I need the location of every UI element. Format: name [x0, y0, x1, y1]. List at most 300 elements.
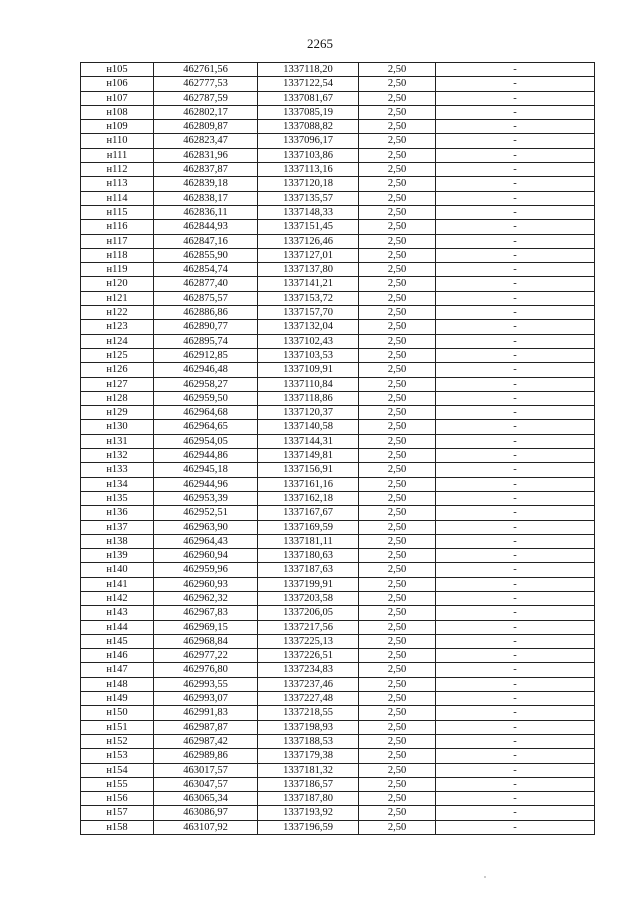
description-cell: - — [436, 449, 595, 463]
accuracy-cell: 2,50 — [359, 606, 436, 620]
accuracy-cell: 2,50 — [359, 706, 436, 720]
description-cell: - — [436, 205, 595, 219]
point-id-cell: н125 — [81, 348, 154, 362]
point-id-cell: н134 — [81, 477, 154, 491]
table-row — [81, 820, 595, 834]
x-coordinate-cell: 462964,68 — [154, 406, 258, 420]
x-coordinate-cell: 462886,86 — [154, 306, 258, 320]
table-row — [81, 777, 595, 791]
scan-speck — [484, 876, 486, 878]
description-cell: - — [436, 63, 595, 77]
table-row — [81, 205, 595, 219]
description-cell: - — [436, 306, 595, 320]
description-cell: - — [436, 577, 595, 591]
x-coordinate-cell: 462847,16 — [154, 234, 258, 248]
x-coordinate-cell: 462976,80 — [154, 663, 258, 677]
accuracy-cell: 2,50 — [359, 634, 436, 648]
x-coordinate-cell: 462946,48 — [154, 363, 258, 377]
description-cell: - — [436, 177, 595, 191]
y-coordinate-cell: 1337132,04 — [258, 320, 359, 334]
y-coordinate-cell: 1337234,83 — [258, 663, 359, 677]
point-id-cell: н144 — [81, 620, 154, 634]
x-coordinate-cell: 462912,85 — [154, 348, 258, 362]
y-coordinate-cell: 1337188,53 — [258, 734, 359, 748]
table-row — [81, 406, 595, 420]
x-coordinate-cell: 462944,86 — [154, 449, 258, 463]
table-row — [81, 449, 595, 463]
x-coordinate-cell: 463086,97 — [154, 806, 258, 820]
x-coordinate-cell: 462991,83 — [154, 706, 258, 720]
accuracy-cell: 2,50 — [359, 406, 436, 420]
x-coordinate-cell: 462962,32 — [154, 591, 258, 605]
point-id-cell: н132 — [81, 449, 154, 463]
point-id-cell: н155 — [81, 777, 154, 791]
description-cell: - — [436, 120, 595, 134]
point-id-cell: н108 — [81, 105, 154, 119]
point-id-cell: н130 — [81, 420, 154, 434]
point-id-cell: н129 — [81, 406, 154, 420]
table-row — [81, 806, 595, 820]
point-id-cell: н147 — [81, 663, 154, 677]
point-id-cell: н116 — [81, 220, 154, 234]
accuracy-cell: 2,50 — [359, 263, 436, 277]
point-id-cell: н122 — [81, 306, 154, 320]
x-coordinate-cell: 462761,56 — [154, 63, 258, 77]
y-coordinate-cell: 1337103,53 — [258, 348, 359, 362]
description-cell: - — [436, 749, 595, 763]
table-row — [81, 792, 595, 806]
point-id-cell: н106 — [81, 77, 154, 91]
y-coordinate-cell: 1337120,18 — [258, 177, 359, 191]
description-cell: - — [436, 77, 595, 91]
x-coordinate-cell: 462802,17 — [154, 105, 258, 119]
description-cell: - — [436, 320, 595, 334]
x-coordinate-cell: 462960,93 — [154, 577, 258, 591]
point-id-cell: н142 — [81, 591, 154, 605]
y-coordinate-cell: 1337198,93 — [258, 720, 359, 734]
point-id-cell: н149 — [81, 692, 154, 706]
description-cell: - — [436, 105, 595, 119]
accuracy-cell: 2,50 — [359, 720, 436, 734]
x-coordinate-cell: 463047,57 — [154, 777, 258, 791]
point-id-cell: н140 — [81, 563, 154, 577]
point-id-cell: н154 — [81, 763, 154, 777]
accuracy-cell: 2,50 — [359, 420, 436, 434]
y-coordinate-cell: 1337151,45 — [258, 220, 359, 234]
y-coordinate-cell: 1337196,59 — [258, 820, 359, 834]
accuracy-cell: 2,50 — [359, 306, 436, 320]
table-row — [81, 692, 595, 706]
x-coordinate-cell: 462954,05 — [154, 434, 258, 448]
y-coordinate-cell: 1337113,16 — [258, 163, 359, 177]
point-id-cell: н113 — [81, 177, 154, 191]
x-coordinate-cell: 462836,11 — [154, 205, 258, 219]
table-row — [81, 391, 595, 405]
table-row — [81, 191, 595, 205]
y-coordinate-cell: 1337127,01 — [258, 248, 359, 262]
x-coordinate-cell: 462895,74 — [154, 334, 258, 348]
table-row — [81, 649, 595, 663]
description-cell: - — [436, 91, 595, 105]
table-row — [81, 248, 595, 262]
point-id-cell: н109 — [81, 120, 154, 134]
description-cell: - — [436, 606, 595, 620]
accuracy-cell: 2,50 — [359, 506, 436, 520]
accuracy-cell: 2,50 — [359, 134, 436, 148]
accuracy-cell: 2,50 — [359, 291, 436, 305]
y-coordinate-cell: 1337225,13 — [258, 634, 359, 648]
description-cell: - — [436, 463, 595, 477]
accuracy-cell: 2,50 — [359, 534, 436, 548]
description-cell: - — [436, 806, 595, 820]
y-coordinate-cell: 1337237,46 — [258, 677, 359, 691]
description-cell: - — [436, 649, 595, 663]
y-coordinate-cell: 1337103,86 — [258, 148, 359, 162]
x-coordinate-cell: 462945,18 — [154, 463, 258, 477]
accuracy-cell: 2,50 — [359, 91, 436, 105]
accuracy-cell: 2,50 — [359, 220, 436, 234]
x-coordinate-cell: 462838,17 — [154, 191, 258, 205]
x-coordinate-cell: 462952,51 — [154, 506, 258, 520]
table-row — [81, 277, 595, 291]
coordinates-table-body — [81, 63, 595, 835]
table-row — [81, 63, 595, 77]
y-coordinate-cell: 1337169,59 — [258, 520, 359, 534]
y-coordinate-cell: 1337181,11 — [258, 534, 359, 548]
description-cell: - — [436, 348, 595, 362]
table-row — [81, 620, 595, 634]
table-row — [81, 163, 595, 177]
point-id-cell: н156 — [81, 792, 154, 806]
y-coordinate-cell: 1337227,48 — [258, 692, 359, 706]
accuracy-cell: 2,50 — [359, 792, 436, 806]
table-row — [81, 706, 595, 720]
point-id-cell: н131 — [81, 434, 154, 448]
y-coordinate-cell: 1337180,63 — [258, 549, 359, 563]
description-cell: - — [436, 191, 595, 205]
table-row — [81, 120, 595, 134]
description-cell: - — [436, 148, 595, 162]
table-row — [81, 234, 595, 248]
x-coordinate-cell: 462960,94 — [154, 549, 258, 563]
description-cell: - — [436, 234, 595, 248]
accuracy-cell: 2,50 — [359, 477, 436, 491]
point-id-cell: н137 — [81, 520, 154, 534]
table-row — [81, 306, 595, 320]
accuracy-cell: 2,50 — [359, 248, 436, 262]
description-cell: - — [436, 134, 595, 148]
point-id-cell: н148 — [81, 677, 154, 691]
y-coordinate-cell: 1337135,57 — [258, 191, 359, 205]
x-coordinate-cell: 462777,53 — [154, 77, 258, 91]
point-id-cell: н117 — [81, 234, 154, 248]
point-id-cell: н157 — [81, 806, 154, 820]
y-coordinate-cell: 1337085,19 — [258, 105, 359, 119]
y-coordinate-cell: 1337179,38 — [258, 749, 359, 763]
description-cell: - — [436, 591, 595, 605]
table-row — [81, 291, 595, 305]
x-coordinate-cell: 462823,47 — [154, 134, 258, 148]
table-row — [81, 334, 595, 348]
point-id-cell: н110 — [81, 134, 154, 148]
accuracy-cell: 2,50 — [359, 620, 436, 634]
x-coordinate-cell: 462967,83 — [154, 606, 258, 620]
table-row — [81, 491, 595, 505]
y-coordinate-cell: 1337120,37 — [258, 406, 359, 420]
accuracy-cell: 2,50 — [359, 277, 436, 291]
x-coordinate-cell: 462987,42 — [154, 734, 258, 748]
description-cell: - — [436, 692, 595, 706]
x-coordinate-cell: 462959,96 — [154, 563, 258, 577]
y-coordinate-cell: 1337226,51 — [258, 649, 359, 663]
point-id-cell: н107 — [81, 91, 154, 105]
description-cell: - — [436, 520, 595, 534]
accuracy-cell: 2,50 — [359, 205, 436, 219]
x-coordinate-cell: 462809,87 — [154, 120, 258, 134]
table-row — [81, 663, 595, 677]
accuracy-cell: 2,50 — [359, 806, 436, 820]
point-id-cell: н111 — [81, 148, 154, 162]
accuracy-cell: 2,50 — [359, 491, 436, 505]
y-coordinate-cell: 1337153,72 — [258, 291, 359, 305]
table-row — [81, 263, 595, 277]
x-coordinate-cell: 462963,90 — [154, 520, 258, 534]
x-coordinate-cell: 462959,50 — [154, 391, 258, 405]
point-id-cell: н145 — [81, 634, 154, 648]
point-id-cell: н128 — [81, 391, 154, 405]
table-row — [81, 634, 595, 648]
table-row — [81, 563, 595, 577]
description-cell: - — [436, 777, 595, 791]
accuracy-cell: 2,50 — [359, 391, 436, 405]
x-coordinate-cell: 463107,92 — [154, 820, 258, 834]
table-row — [81, 549, 595, 563]
table-row — [81, 77, 595, 91]
description-cell: - — [436, 334, 595, 348]
description-cell: - — [436, 406, 595, 420]
y-coordinate-cell: 1337118,20 — [258, 63, 359, 77]
description-cell: - — [436, 534, 595, 548]
accuracy-cell: 2,50 — [359, 763, 436, 777]
description-cell: - — [436, 663, 595, 677]
point-id-cell: н146 — [81, 649, 154, 663]
y-coordinate-cell: 1337144,31 — [258, 434, 359, 448]
point-id-cell: н135 — [81, 491, 154, 505]
y-coordinate-cell: 1337199,91 — [258, 577, 359, 591]
accuracy-cell: 2,50 — [359, 820, 436, 834]
accuracy-cell: 2,50 — [359, 363, 436, 377]
x-coordinate-cell: 462854,74 — [154, 263, 258, 277]
description-cell: - — [436, 792, 595, 806]
point-id-cell: н138 — [81, 534, 154, 548]
accuracy-cell: 2,50 — [359, 377, 436, 391]
y-coordinate-cell: 1337186,57 — [258, 777, 359, 791]
point-id-cell: н150 — [81, 706, 154, 720]
point-id-cell: н143 — [81, 606, 154, 620]
description-cell: - — [436, 434, 595, 448]
point-id-cell: н126 — [81, 363, 154, 377]
table-row — [81, 463, 595, 477]
description-cell: - — [436, 391, 595, 405]
x-coordinate-cell: 462993,55 — [154, 677, 258, 691]
table-row — [81, 420, 595, 434]
table-row — [81, 720, 595, 734]
table-row — [81, 348, 595, 362]
coordinates-table — [80, 62, 595, 835]
description-cell: - — [436, 477, 595, 491]
description-cell: - — [436, 377, 595, 391]
y-coordinate-cell: 1337118,86 — [258, 391, 359, 405]
accuracy-cell: 2,50 — [359, 663, 436, 677]
table-row — [81, 320, 595, 334]
point-id-cell: н105 — [81, 63, 154, 77]
y-coordinate-cell: 1337081,67 — [258, 91, 359, 105]
y-coordinate-cell: 1337167,67 — [258, 506, 359, 520]
point-id-cell: н158 — [81, 820, 154, 834]
accuracy-cell: 2,50 — [359, 163, 436, 177]
table-row — [81, 377, 595, 391]
y-coordinate-cell: 1337161,16 — [258, 477, 359, 491]
description-cell: - — [436, 291, 595, 305]
accuracy-cell: 2,50 — [359, 120, 436, 134]
table-row — [81, 749, 595, 763]
table-row — [81, 606, 595, 620]
x-coordinate-cell: 462844,93 — [154, 220, 258, 234]
y-coordinate-cell: 1337218,55 — [258, 706, 359, 720]
accuracy-cell: 2,50 — [359, 563, 436, 577]
accuracy-cell: 2,50 — [359, 63, 436, 77]
table-row — [81, 134, 595, 148]
x-coordinate-cell: 462987,87 — [154, 720, 258, 734]
description-cell: - — [436, 620, 595, 634]
y-coordinate-cell: 1337140,58 — [258, 420, 359, 434]
accuracy-cell: 2,50 — [359, 692, 436, 706]
point-id-cell: н151 — [81, 720, 154, 734]
description-cell: - — [436, 706, 595, 720]
x-coordinate-cell: 462969,15 — [154, 620, 258, 634]
point-id-cell: н139 — [81, 549, 154, 563]
description-cell: - — [436, 220, 595, 234]
x-coordinate-cell: 462953,39 — [154, 491, 258, 505]
table-row — [81, 577, 595, 591]
y-coordinate-cell: 1337187,80 — [258, 792, 359, 806]
y-coordinate-cell: 1337206,05 — [258, 606, 359, 620]
x-coordinate-cell: 463017,57 — [154, 763, 258, 777]
accuracy-cell: 2,50 — [359, 749, 436, 763]
y-coordinate-cell: 1337156,91 — [258, 463, 359, 477]
table-row — [81, 506, 595, 520]
table-row — [81, 91, 595, 105]
x-coordinate-cell: 462964,43 — [154, 534, 258, 548]
accuracy-cell: 2,50 — [359, 577, 436, 591]
point-id-cell: н133 — [81, 463, 154, 477]
accuracy-cell: 2,50 — [359, 549, 436, 563]
y-coordinate-cell: 1337141,21 — [258, 277, 359, 291]
accuracy-cell: 2,50 — [359, 348, 436, 362]
table-row — [81, 148, 595, 162]
accuracy-cell: 2,50 — [359, 105, 436, 119]
point-id-cell: н127 — [81, 377, 154, 391]
point-id-cell: н121 — [81, 291, 154, 305]
description-cell: - — [436, 634, 595, 648]
accuracy-cell: 2,50 — [359, 234, 436, 248]
table-row — [81, 677, 595, 691]
accuracy-cell: 2,50 — [359, 777, 436, 791]
point-id-cell: н114 — [81, 191, 154, 205]
y-coordinate-cell: 1337137,80 — [258, 263, 359, 277]
accuracy-cell: 2,50 — [359, 649, 436, 663]
accuracy-cell: 2,50 — [359, 591, 436, 605]
point-id-cell: н123 — [81, 320, 154, 334]
description-cell: - — [436, 549, 595, 563]
description-cell: - — [436, 420, 595, 434]
accuracy-cell: 2,50 — [359, 148, 436, 162]
accuracy-cell: 2,50 — [359, 463, 436, 477]
x-coordinate-cell: 462964,65 — [154, 420, 258, 434]
description-cell: - — [436, 563, 595, 577]
point-id-cell: н152 — [81, 734, 154, 748]
x-coordinate-cell: 462989,86 — [154, 749, 258, 763]
y-coordinate-cell: 1337181,32 — [258, 763, 359, 777]
y-coordinate-cell: 1337110,84 — [258, 377, 359, 391]
description-cell: - — [436, 163, 595, 177]
x-coordinate-cell: 463065,34 — [154, 792, 258, 806]
accuracy-cell: 2,50 — [359, 191, 436, 205]
accuracy-cell: 2,50 — [359, 334, 436, 348]
description-cell: - — [436, 263, 595, 277]
x-coordinate-cell: 462837,87 — [154, 163, 258, 177]
x-coordinate-cell: 462977,22 — [154, 649, 258, 663]
y-coordinate-cell: 1337122,54 — [258, 77, 359, 91]
description-cell: - — [436, 734, 595, 748]
x-coordinate-cell: 462855,90 — [154, 248, 258, 262]
x-coordinate-cell: 462890,77 — [154, 320, 258, 334]
x-coordinate-cell: 462944,96 — [154, 477, 258, 491]
point-id-cell: н119 — [81, 263, 154, 277]
table-row — [81, 591, 595, 605]
point-id-cell: н153 — [81, 749, 154, 763]
table-row — [81, 734, 595, 748]
description-cell: - — [436, 277, 595, 291]
point-id-cell: н136 — [81, 506, 154, 520]
x-coordinate-cell: 462787,59 — [154, 91, 258, 105]
x-coordinate-cell: 462958,27 — [154, 377, 258, 391]
point-id-cell: н112 — [81, 163, 154, 177]
accuracy-cell: 2,50 — [359, 734, 436, 748]
accuracy-cell: 2,50 — [359, 520, 436, 534]
point-id-cell: н115 — [81, 205, 154, 219]
x-coordinate-cell: 462993,07 — [154, 692, 258, 706]
y-coordinate-cell: 1337148,33 — [258, 205, 359, 219]
y-coordinate-cell: 1337187,63 — [258, 563, 359, 577]
description-cell: - — [436, 820, 595, 834]
table-row — [81, 177, 595, 191]
y-coordinate-cell: 1337102,43 — [258, 334, 359, 348]
description-cell: - — [436, 763, 595, 777]
y-coordinate-cell: 1337203,58 — [258, 591, 359, 605]
x-coordinate-cell: 462877,40 — [154, 277, 258, 291]
x-coordinate-cell: 462839,18 — [154, 177, 258, 191]
table-row — [81, 105, 595, 119]
table-row — [81, 220, 595, 234]
x-coordinate-cell: 462875,57 — [154, 291, 258, 305]
y-coordinate-cell: 1337162,18 — [258, 491, 359, 505]
accuracy-cell: 2,50 — [359, 434, 436, 448]
table-row — [81, 477, 595, 491]
table-row — [81, 363, 595, 377]
point-id-cell: н124 — [81, 334, 154, 348]
accuracy-cell: 2,50 — [359, 77, 436, 91]
